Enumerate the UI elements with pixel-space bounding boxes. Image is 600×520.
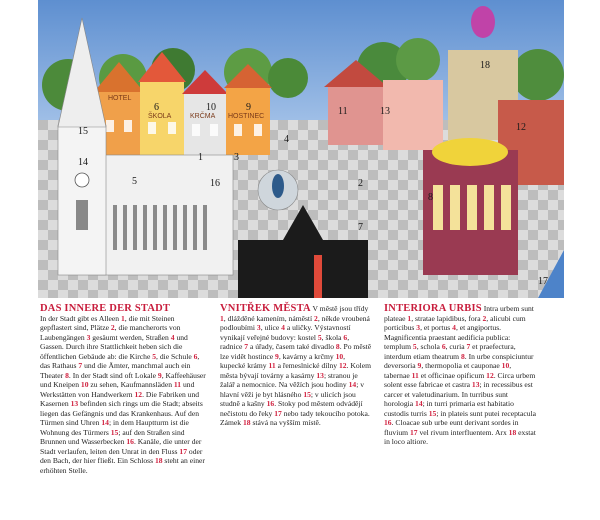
number-5: 5	[132, 176, 137, 187]
reference-number: 5	[412, 342, 417, 351]
german-title: DAS INNERE DER STADT	[40, 303, 171, 314]
reference-number: 2	[314, 313, 318, 323]
reference-number: 14	[348, 380, 357, 389]
number-15: 15	[78, 126, 88, 137]
reference-number: 3	[256, 323, 261, 332]
sign-hotel: HOTEL	[108, 95, 132, 102]
reference-number: 4	[452, 323, 456, 332]
reference-number: 1	[220, 313, 224, 323]
reference-number: 16	[266, 399, 275, 408]
number-4: 4	[284, 134, 289, 145]
german-body: In der Stadt gibt es Alleen 1, die mit Steinen gepflastert sind, Plätze 2, die mancherorts von Laubengängen 3 gesäumt werden, Straßen 4 und Gassen. Durch ihre Stattlichkeit heben sich die öffentlichen Gebäude ab: die Kirche 5, die Schule 6, das Rathaus 7 und die Ämter, manchmal auch ein Theater 8. In der Stadt sind oft Lokale 9, Kaffeehäuser und Kneipen 10 zu sehen, Kaufmannsläden 11 und Werkstätten von Handwerkern 12. Die Fabriken und Kasernen 13 befinden sich rings um die Stadt; abseits liegen das Gefängnis und das Krankenhaus. Auf den Türmen sind Uhren 14; in dem Hauptturm ist die Wohnung des Türmers 15; auf den Straßen sind Brunnen und Wasserbecken 16. Kanäle, die unter der Stadt verlaufen, leiten den Unrat in den Fluss 17 oder den Bach, der hier fließt. Ein Schloss 18 steht an einer erhöhten Stelle.	[40, 313, 206, 475]
reference-number: 14	[101, 418, 109, 427]
reference-number: 10	[501, 361, 510, 370]
reference-number: 15	[428, 408, 437, 418]
number-3: 3	[234, 152, 239, 163]
reference-number: 10	[80, 380, 89, 389]
reference-number: 2	[110, 323, 115, 332]
number-2: 2	[358, 178, 363, 189]
number-10: 10	[206, 102, 216, 113]
number-13: 13	[380, 106, 390, 117]
czech-title: VNITŘEK MĚSTA	[220, 303, 311, 314]
reference-number: 6	[343, 332, 348, 342]
reference-number: 8	[460, 351, 465, 361]
reference-number: 7	[466, 342, 471, 351]
reference-number: 3	[86, 332, 91, 342]
reference-number: 15	[303, 389, 311, 399]
reference-number: 11	[268, 361, 276, 370]
reference-number: 17	[409, 427, 418, 437]
number-11: 11	[338, 106, 348, 117]
latin-column	[384, 304, 538, 447]
reference-number: 16	[126, 437, 134, 446]
reference-number: 5	[152, 351, 157, 361]
latin-body: Intra urbem sunt plateae 1, stratae lapidibus, fora 2, alicubi cum porticibus 3, et portus 4, et angiportus. Magnificentia praestant aedificia publica: templum 5, schola 6, curia 7 et praefectura, interdum etiam theatrum 8. In urbe conspiciuntur deversoria 9, thermopolia et cauponae 10, tabernae 11 et officinae opificum 12. Circa urbem solent esse fabricae et castra 13; in recessibus est carcer et valetudinarium. In turribus sunt horologia 14; in turri primaria est habitatio custodis turris 15; in plateis sunt putei receptacula 16. Cloacae sub urbe eunt derivant sordes in fluvium 17 vel rivum interfluentem. Arx 18 exstat in loco altiore.	[384, 304, 537, 446]
reference-number: 18	[508, 427, 517, 437]
german-column	[40, 304, 208, 475]
number-16: 16	[210, 178, 220, 189]
number-1: 1	[198, 152, 203, 163]
reference-number: 3	[416, 323, 421, 332]
reference-number: 2	[482, 313, 487, 323]
latin-title: INTERIORA URBIS	[384, 303, 482, 314]
czech-column	[220, 304, 372, 428]
number-12: 12	[516, 122, 526, 133]
reference-number: 18	[242, 418, 251, 427]
reference-number: 12	[486, 370, 494, 380]
reference-number: 11	[411, 370, 419, 380]
reference-number: 1	[407, 313, 412, 323]
reference-number: 13	[471, 380, 480, 389]
reference-number: 9	[275, 351, 279, 361]
reference-number: 15	[110, 427, 119, 437]
number-17: 17	[538, 276, 548, 287]
number-6: 6	[154, 102, 159, 113]
sign-krcma: KRČMA	[190, 113, 216, 120]
reference-number: 7	[78, 361, 83, 370]
fountain	[258, 170, 298, 210]
number-14: 14	[78, 157, 88, 168]
reference-number: 6	[441, 342, 446, 351]
reference-number: 4	[170, 332, 175, 342]
number-9: 9	[246, 102, 251, 113]
sign-skola: ŠKOLA	[148, 113, 172, 120]
reference-number: 12	[338, 361, 347, 370]
reference-number: 5	[317, 332, 322, 342]
reference-number: 8	[65, 370, 69, 380]
sign-hostinec: HOSTINEC	[228, 113, 265, 120]
reference-number: 18	[154, 456, 163, 465]
reference-number: 13	[70, 399, 79, 408]
reference-number: 9	[157, 370, 162, 380]
reference-number: 17	[274, 408, 282, 418]
reference-number: 11	[173, 380, 182, 389]
reference-number: 1	[120, 313, 125, 323]
reference-number: 9	[417, 361, 422, 370]
number-7: 7	[358, 222, 363, 233]
reference-number: 16	[384, 418, 392, 427]
number-18: 18	[480, 60, 490, 71]
reference-number: 17	[179, 446, 187, 456]
reference-number: 6	[193, 351, 198, 361]
reference-number: 12	[134, 389, 143, 399]
reference-number: 4	[281, 323, 285, 332]
number-8: 8	[428, 192, 433, 203]
czech-body: V městě jsou třídy 1, dlážděné kamením, náměstí 2, někde vroubená podloubími 3, ulice 4 a uličky. Výstavností vynikají veřejné budovy: kostel 5, škola 6, radnice 7 a úřady, časem také divadlo 8. Po městě lze vidět hostince 9, kavárny a krčmy 10, kupecké krámy 11 a řemeslnické dílny 12. Kolem města bývají továrny a kasárny 13; stranou je žalář a nemocnice. Na věžích jsou hodiny 14; v hlavní věži je byt hlásného 15; v ulicích jsou studně a kašny 16. Stoky pod městem odvádějí nečistotu do řeky 17 nebo tady tekoucího potoka. Zámek 18 stává na vyšším místě.	[220, 304, 372, 427]
reference-number: 10	[335, 351, 344, 361]
city-illustration	[38, 0, 564, 298]
reference-number: 14	[415, 399, 423, 408]
reference-number: 13	[316, 370, 324, 380]
reference-number: 7	[244, 342, 249, 351]
reference-number: 8	[335, 342, 340, 351]
